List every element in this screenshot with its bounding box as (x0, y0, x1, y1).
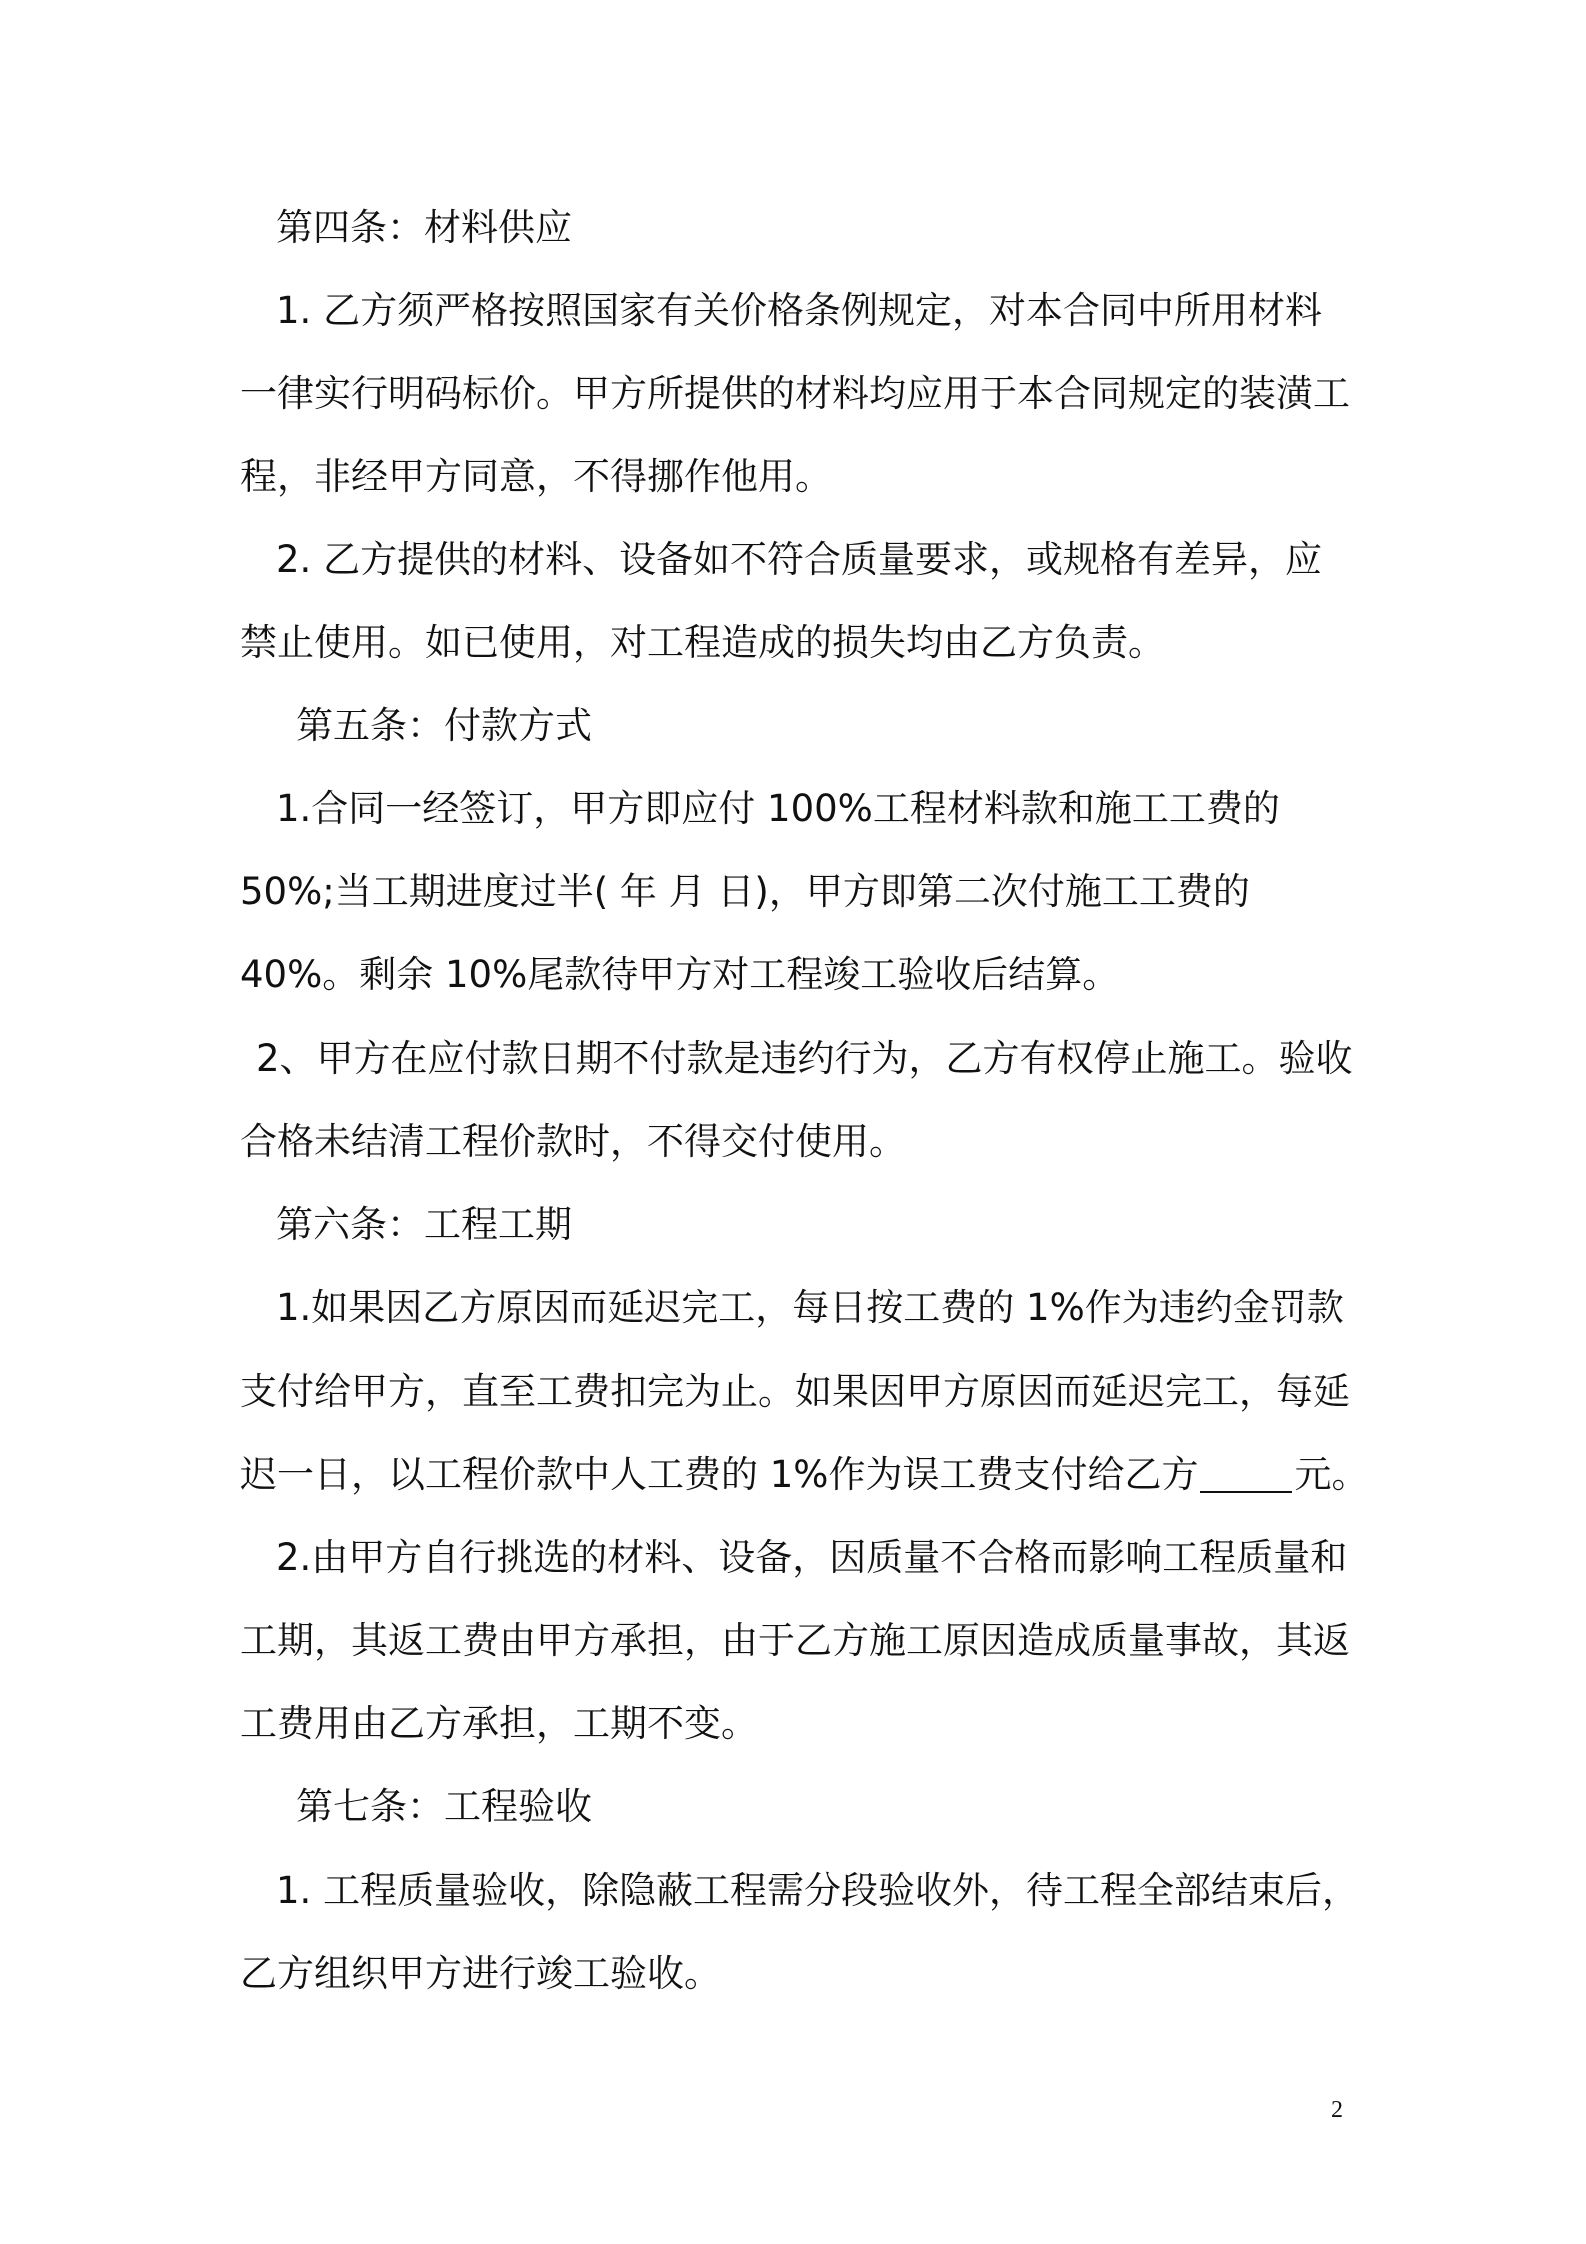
article-7-heading: 第七条：工程验收 (296, 1785, 592, 1828)
currency-unit: 元。 (1294, 1453, 1369, 1496)
page-number: 2 (1331, 2097, 1343, 2123)
paragraph-line: 一律实行明码标价。甲方所提供的材料均应用于本合同规定的装潢工 (240, 372, 1350, 415)
paragraph-line-with-blank (240, 1445, 1369, 1505)
paragraph-line: 工期，其返工费由甲方承担，由于乙方施工原因造成质量事故，其返 (240, 1619, 1350, 1662)
article-4-heading: 第四条：材料供应 (276, 206, 572, 249)
paragraph-line: 2、甲方在应付款日期不付款是违约行为，乙方有权停止施工。验收 (256, 1037, 1353, 1080)
paragraph-line: 合格未结清工程价款时，不得交付使用。 (240, 1120, 906, 1163)
paragraph-line: 1.如果因乙方原因而延迟完工，每日按工费的 1%作为违约金罚款 (276, 1286, 1344, 1329)
article-5-heading: 第五条：付款方式 (296, 704, 592, 747)
paragraph-line: 2. 乙方提供的材料、设备如不符合质量要求，或规格有差异，应 (276, 538, 1323, 581)
paragraph-line: 支付给甲方，直至工费扣完为止。如果因甲方原因而延迟完工，每延 (240, 1370, 1350, 1413)
paragraph-line: 1. 乙方须严格按照国家有关价格条例规定，对本合同中所用材料 (276, 289, 1323, 332)
paragraph-text: 迟一日，以工程价款中人工费的 1%作为误工费支付给乙方 (240, 1453, 1199, 1496)
paragraph-line: 40%。剩余 10%尾款待甲方对工程竣工验收后结算。 (240, 953, 1120, 996)
article-6-heading: 第六条：工程工期 (276, 1203, 572, 1246)
paragraph-line: 2.由甲方自行挑选的材料、设备，因质量不合格而影响工程质量和 (276, 1536, 1348, 1579)
paragraph-line: 1. 工程质量验收，除隐蔽工程需分段验收外，待工程全部结束后， (276, 1869, 1360, 1912)
paragraph-line: 乙方组织甲方进行竣工验收。 (240, 1952, 721, 1995)
paragraph-line: 程，非经甲方同意，不得挪作他用。 (240, 455, 832, 498)
paragraph-line: 工费用由乙方承担，工期不变。 (240, 1702, 758, 1745)
paragraph-line: 50%;当工期进度过半( 年 月 日)，甲方即第二次付施工工费的 (240, 870, 1250, 913)
paragraph-line: 1.合同一经签订，甲方即应付 100%工程材料款和施工工费的 (276, 787, 1280, 830)
paragraph-line: 禁止使用。如已使用，对工程造成的损失均由乙方负责。 (240, 621, 1165, 664)
fill-in-blank (1200, 1447, 1292, 1493)
